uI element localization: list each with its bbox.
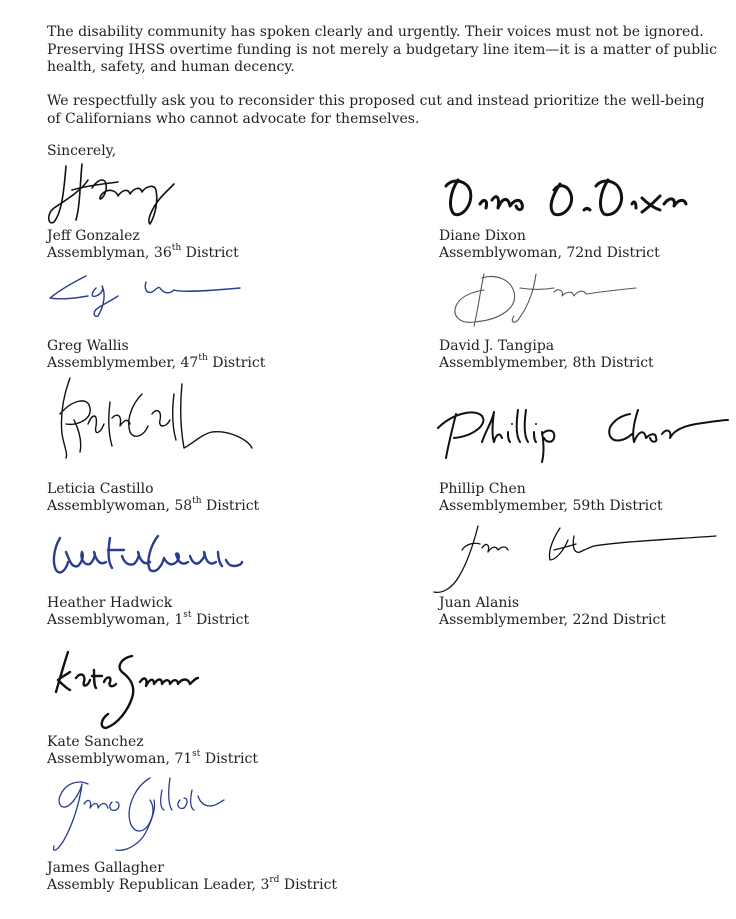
signer-title: Assemblymember, 22nd District xyxy=(439,612,666,628)
signer-name: Leticia Castillo xyxy=(47,481,154,497)
signature-david-j-tangipa xyxy=(450,268,640,334)
signer-name: Greg Wallis xyxy=(47,338,129,354)
signer-name: Juan Alanis xyxy=(439,595,520,611)
signer-title: Assemblywoman, 71st District xyxy=(47,749,259,767)
signer-title: Assemblyman, 36th District xyxy=(47,243,239,261)
signer-name: Heather Hadwick xyxy=(47,595,173,611)
signer-title: Assemblywoman, 72nd District xyxy=(439,245,660,261)
signature-heather-hadwick xyxy=(50,532,244,578)
signature-james-gallagher xyxy=(50,770,226,858)
signer-title: Assembly Republican Leader, 3rd District xyxy=(47,875,338,893)
signer-title: Assemblymember, 8th District xyxy=(439,355,654,371)
signature-leticia-castillo xyxy=(52,374,254,460)
signature-phillip-chen xyxy=(434,404,730,464)
signer-title: Assemblymember, 47th District xyxy=(47,353,266,371)
signature-juan-alanis xyxy=(428,522,720,596)
closing-salutation: Sincerely, xyxy=(47,143,117,159)
signature-greg-wallis xyxy=(46,268,246,322)
signer-name: Kate Sanchez xyxy=(47,734,144,750)
signature-jeff-gonzalez xyxy=(46,160,176,228)
signer-name: Jeff Gonzalez xyxy=(47,228,140,244)
signature-diane-dixon xyxy=(440,174,690,220)
signer-name: Phillip Chen xyxy=(439,481,526,497)
signer-name: Diane Dixon xyxy=(439,228,526,244)
signer-title: Assemblywoman, 1st District xyxy=(47,610,250,628)
letter-paragraph-1: The disability community has spoken clearly and urgently. Their voices must not be ignored. Preserving IHSS overtime funding is not merely a budgetary line item—it is a matter of public health, safety, and human decency. xyxy=(47,24,717,75)
signer-title: Assemblywoman, 58th District xyxy=(47,496,260,514)
signer-title: Assemblymember, 59th District xyxy=(439,498,663,514)
signature-kate-sanchez xyxy=(50,648,200,732)
signer-name: David J. Tangipa xyxy=(439,338,555,354)
letter-paragraph-2: We respectfully ask you to reconsider this proposed cut and instead prioritize the well-being of Californians who cannot advocate for themselves. xyxy=(47,93,705,127)
signer-name: James Gallagher xyxy=(47,860,164,876)
